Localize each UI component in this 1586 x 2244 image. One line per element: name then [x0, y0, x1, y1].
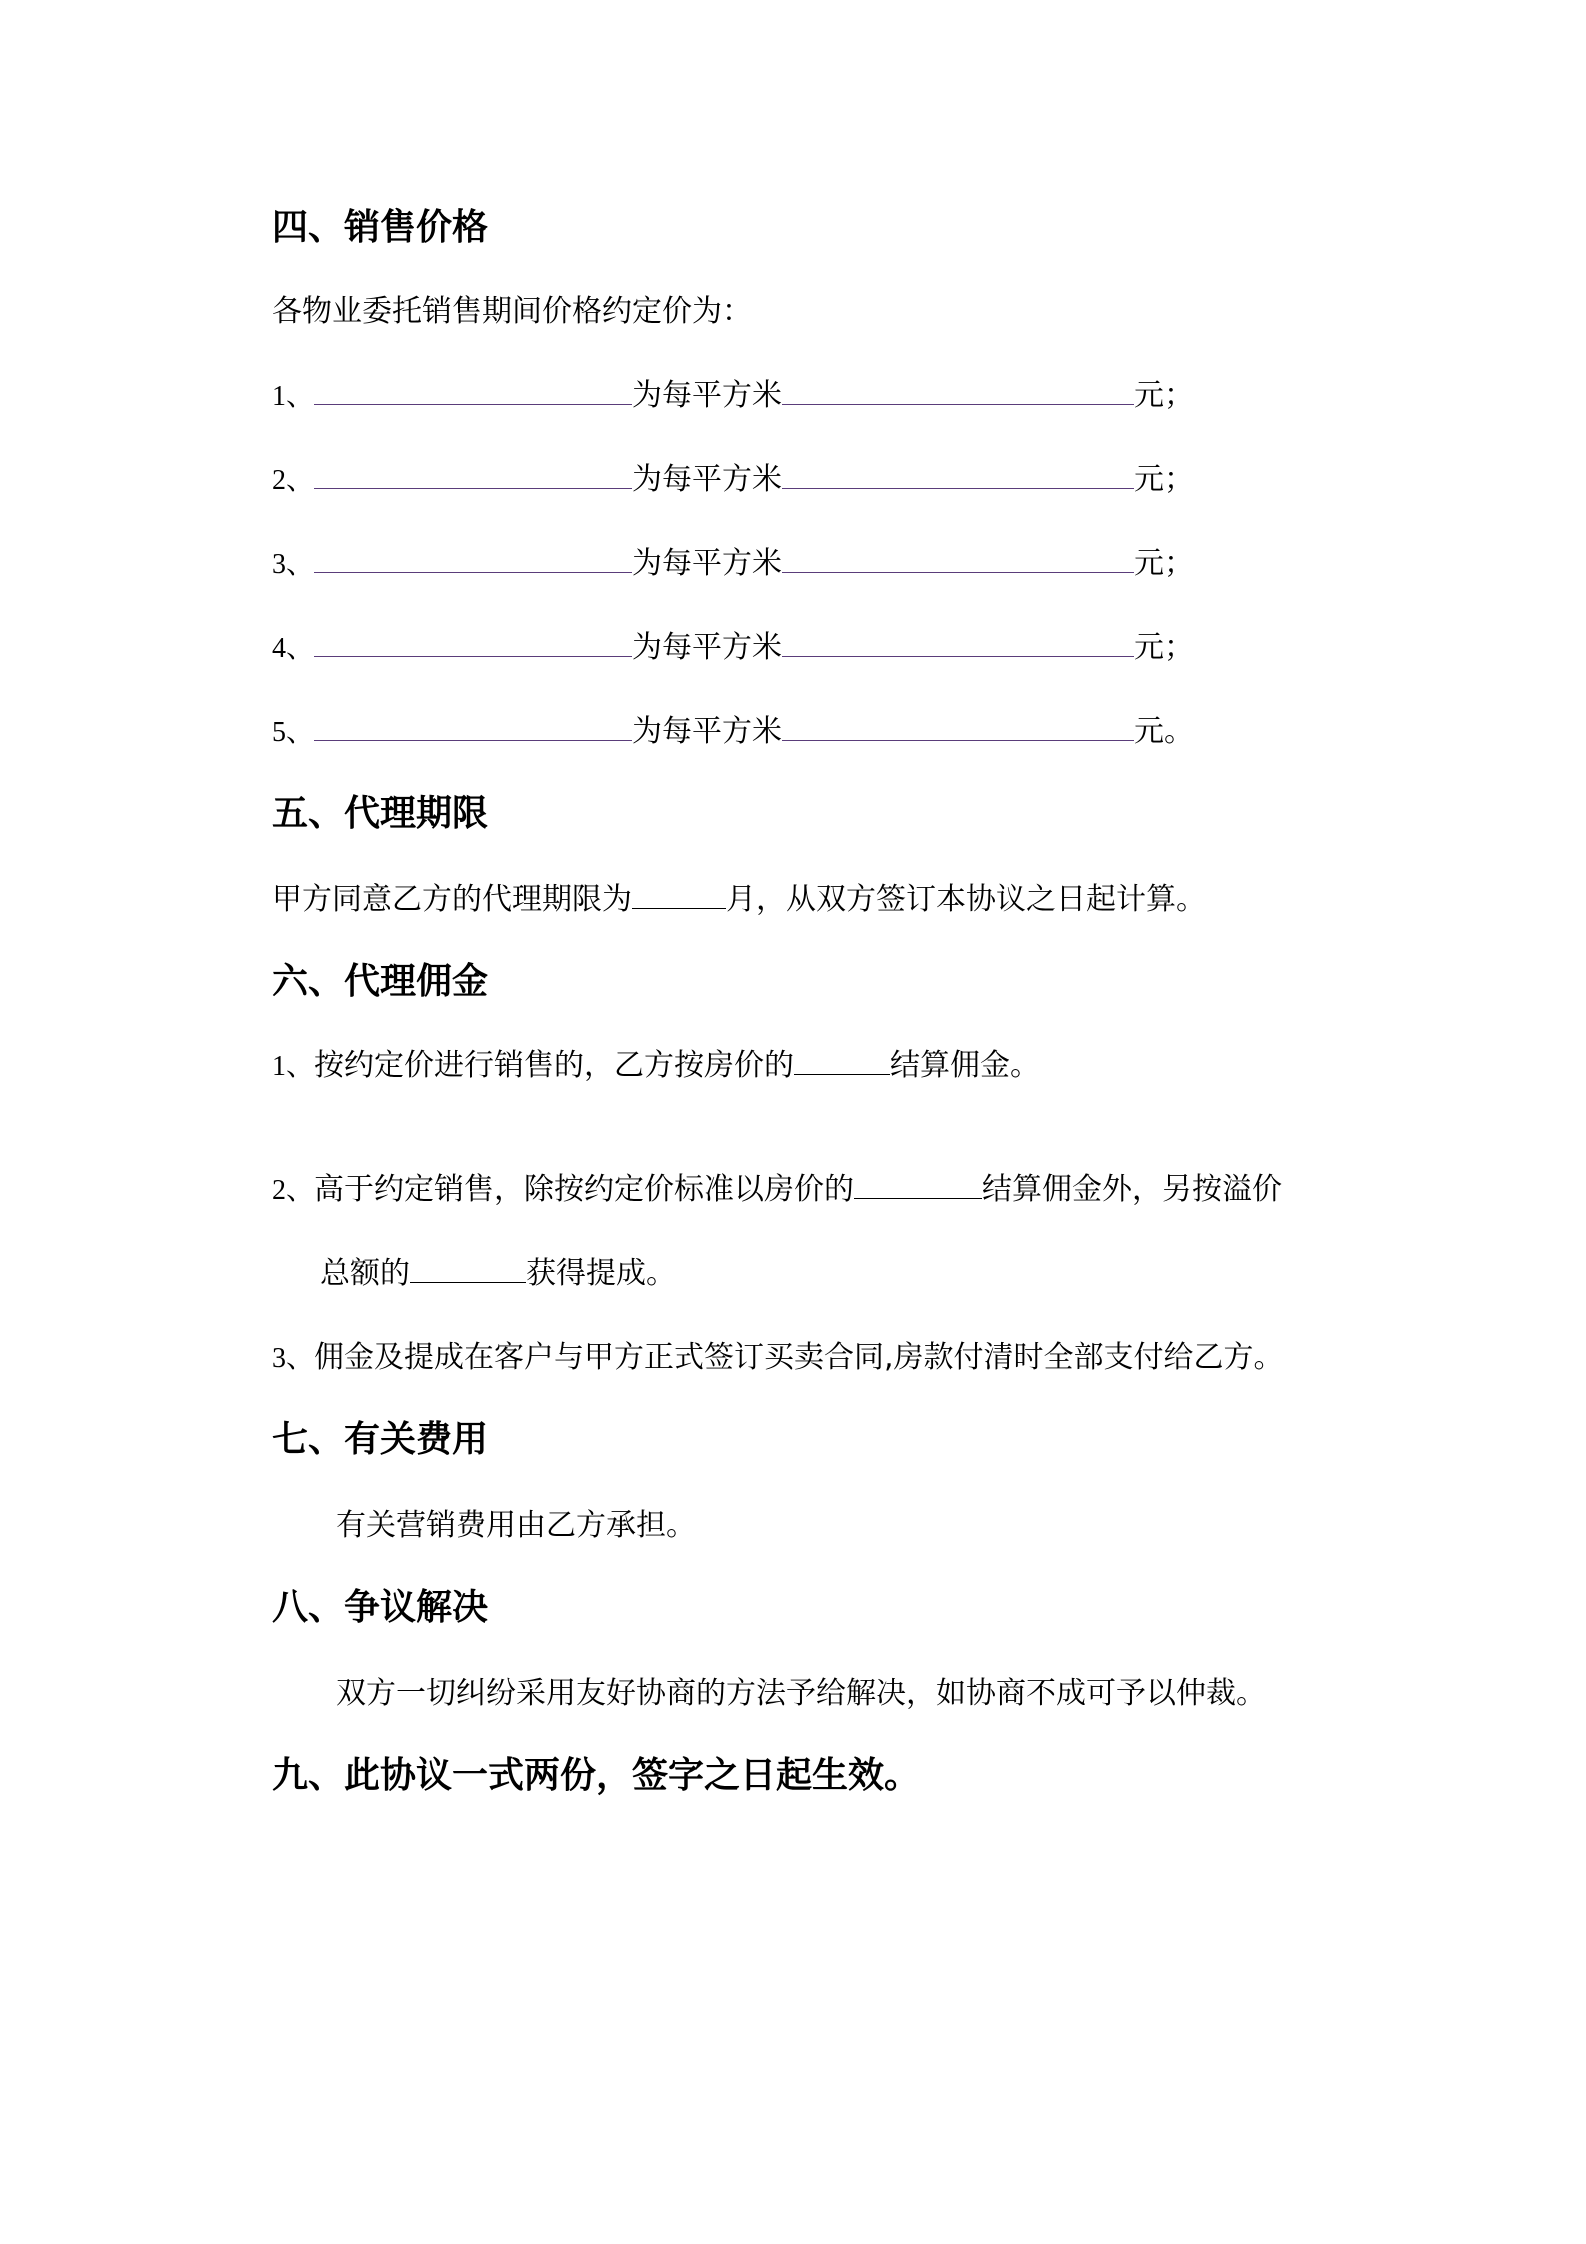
section-four-title: 四、销售价格 [272, 207, 489, 248]
commission-item-text-b: 结算佣金。 [890, 1048, 1041, 1083]
commission-item-text-c: 总额的 [320, 1256, 410, 1291]
price-blank[interactable] [782, 628, 1134, 657]
commission-item-number: 1、 [272, 1051, 315, 1082]
bonus-rate-blank[interactable] [410, 1254, 526, 1283]
price-row [272, 376, 1194, 417]
section-four-intro: 各物业委托销售期间价格约定价为： [272, 294, 752, 329]
price-row-number: 4、 [272, 633, 315, 664]
section-six-title: 六、代理佣金 [272, 961, 489, 1002]
commission-item-text: 佣金及提成在客户与甲方正式签订买卖合同,房款付清时全部支付给乙方。 [314, 1340, 1284, 1375]
price-row [272, 544, 1194, 585]
price-row-number: 5、 [272, 717, 315, 748]
section-eight-title: 八、争议解决 [272, 1587, 489, 1628]
price-row-number: 1、 [272, 381, 315, 412]
price-row-unit: 为每平方米 [632, 462, 783, 497]
price-row-unit: 为每平方米 [632, 546, 783, 581]
price-blank[interactable] [782, 544, 1134, 573]
commission-item-text-b: 结算佣金外，另按溢价 [982, 1172, 1283, 1207]
property-blank[interactable] [314, 712, 632, 741]
price-row-end: 元； [1134, 378, 1195, 413]
agency-term-blank[interactable] [632, 880, 726, 909]
section-seven-text: 有关营销费用由乙方承担。 [336, 1508, 696, 1543]
commission-item-1 [272, 1046, 1040, 1087]
price-row-unit: 为每平方米 [632, 630, 783, 665]
commission-item-number: 3、 [272, 1343, 315, 1374]
section-eight-text: 双方一切纠纷采用友好协商的方法予给解决，如协商不成可予以仲裁。 [336, 1676, 1266, 1711]
price-row [272, 460, 1194, 501]
price-row-end: 元； [1134, 630, 1195, 665]
commission-item-number: 2、 [272, 1175, 315, 1206]
section-nine-title: 九、此协议一式两份，签字之日起生效。 [272, 1755, 921, 1796]
commission-item-3 [272, 1338, 1284, 1379]
property-blank[interactable] [314, 628, 632, 657]
price-blank[interactable] [782, 712, 1134, 741]
commission-item-text-a: 高于约定销售，除按约定价标准以房价的 [314, 1172, 855, 1207]
price-row-end: 元。 [1134, 714, 1195, 749]
commission-item-2-cont [320, 1254, 676, 1294]
commission-item-2 [272, 1170, 1282, 1211]
price-row [272, 712, 1194, 753]
price-row-end: 元； [1134, 546, 1195, 581]
section-seven-title: 七、有关费用 [272, 1419, 489, 1460]
property-blank[interactable] [314, 544, 632, 573]
price-row-end: 元； [1134, 462, 1195, 497]
price-row-number: 2、 [272, 465, 315, 496]
price-blank[interactable] [782, 376, 1134, 405]
price-row-unit: 为每平方米 [632, 714, 783, 749]
property-blank[interactable] [314, 460, 632, 489]
commission-item-text-d: 获得提成。 [526, 1256, 676, 1291]
commission-item-text-a: 按约定价进行销售的，乙方按房价的 [314, 1048, 795, 1083]
section-five-text [272, 880, 1206, 920]
price-blank[interactable] [782, 460, 1134, 489]
commission-rate-blank[interactable] [794, 1046, 890, 1075]
price-row-number: 3、 [272, 549, 315, 580]
price-row [272, 628, 1194, 669]
agency-term-text-b: 月，从双方签订本协议之日起计算。 [726, 882, 1206, 917]
property-blank[interactable] [314, 376, 632, 405]
agency-term-text-a: 甲方同意乙方的代理期限为 [272, 882, 632, 917]
price-row-unit: 为每平方米 [632, 378, 783, 413]
commission-rate-blank[interactable] [854, 1170, 982, 1199]
section-five-title: 五、代理期限 [272, 793, 489, 834]
